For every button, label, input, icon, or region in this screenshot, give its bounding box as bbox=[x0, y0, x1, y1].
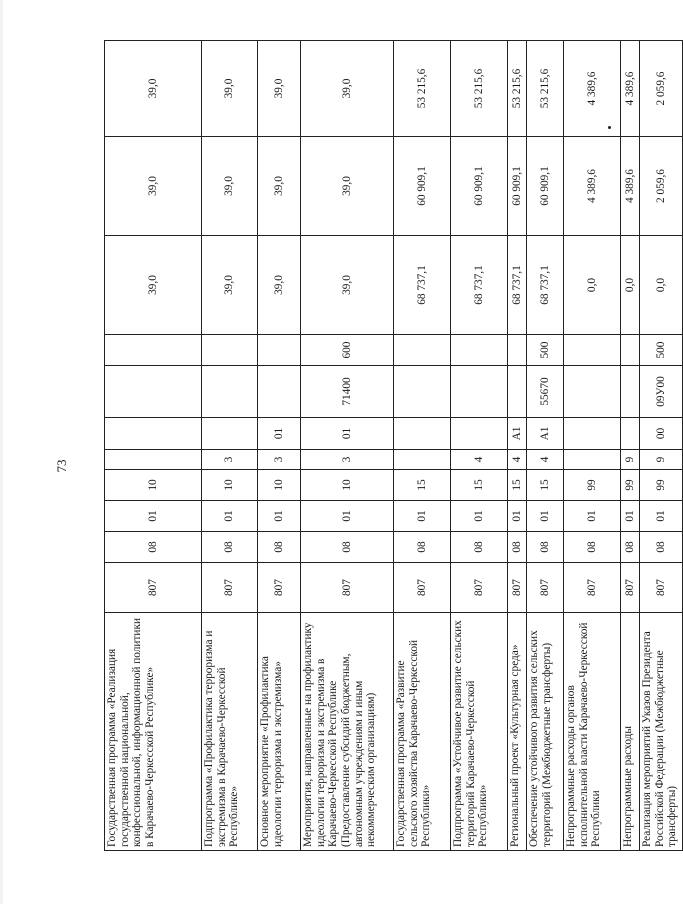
amount-year-1: 0,0 bbox=[621, 236, 640, 335]
direction-code bbox=[621, 366, 640, 418]
amount-year-1: 68 737,1 bbox=[527, 236, 564, 335]
expense-type-code: 500 bbox=[527, 335, 564, 366]
amount-year-1: 68 737,1 bbox=[394, 236, 451, 335]
expense-type-code: 600 bbox=[301, 335, 394, 366]
table-row bbox=[527, 41, 564, 851]
subsection-code: 01 bbox=[202, 501, 258, 532]
section-code: 08 bbox=[621, 532, 640, 563]
table-row bbox=[394, 41, 451, 851]
table-row bbox=[451, 41, 508, 851]
event-code bbox=[621, 418, 640, 450]
row-name: Непрограммные расходы bbox=[621, 613, 640, 851]
event-code: A1 bbox=[527, 418, 564, 450]
direction-code bbox=[258, 366, 301, 418]
table-body bbox=[105, 41, 683, 851]
subprogram-code bbox=[394, 450, 451, 470]
subprogram-code: 3 bbox=[202, 450, 258, 470]
program-code: 15 bbox=[508, 470, 527, 501]
expense-type-code bbox=[394, 335, 451, 366]
subprogram-code: 4 bbox=[451, 450, 508, 470]
expense-type-code: 500 bbox=[640, 335, 683, 366]
program-code: 99 bbox=[640, 470, 683, 501]
program-code: 15 bbox=[527, 470, 564, 501]
expense-type-code bbox=[105, 335, 202, 366]
amount-year-2: 60 909,1 bbox=[508, 137, 527, 236]
amount-year-2: 39,0 bbox=[202, 137, 258, 236]
row-name: Региональный проект «Культурная среда» bbox=[508, 613, 527, 851]
event-code bbox=[202, 418, 258, 450]
event-code: 01 bbox=[258, 418, 301, 450]
page-number: 73 bbox=[54, 459, 69, 473]
event-code: A1 bbox=[508, 418, 527, 450]
table-row bbox=[105, 41, 202, 851]
table-row bbox=[202, 41, 258, 851]
subprogram-code: 4 bbox=[508, 450, 527, 470]
amount-year-3: 53 215,6 bbox=[508, 41, 527, 137]
amount-year-1: 39,0 bbox=[202, 236, 258, 335]
direction-code bbox=[394, 366, 451, 418]
subsection-code: 01 bbox=[451, 501, 508, 532]
section-code: 08 bbox=[508, 532, 527, 563]
section-code: 08 bbox=[202, 532, 258, 563]
amount-year-3: 39,0 bbox=[258, 41, 301, 137]
ved-code: 807 bbox=[621, 563, 640, 613]
subsection-code: 01 bbox=[527, 501, 564, 532]
section-code: 08 bbox=[301, 532, 394, 563]
section-code: 08 bbox=[451, 532, 508, 563]
program-code: 10 bbox=[105, 470, 202, 501]
row-name: Подпрограмма «Устойчивое развитие сельских территорий Карачаево-Черкесской Республики» bbox=[451, 613, 508, 851]
ved-code: 807 bbox=[202, 563, 258, 613]
amount-year-2: 60 909,1 bbox=[394, 137, 451, 236]
amount-year-1: 68 737,1 bbox=[451, 236, 508, 335]
row-name: Обеспечение устойчивого развития сельских территорий (Межбюджетные трансферты) bbox=[527, 613, 564, 851]
subsection-code: 01 bbox=[508, 501, 527, 532]
amount-year-1: 39,0 bbox=[301, 236, 394, 335]
event-code bbox=[564, 418, 621, 450]
amount-year-1: 0,0 bbox=[640, 236, 683, 335]
row-name: Подпрограмма «Профилактика терроризма и экстремизма в Карачаево-Черкесской Республике» bbox=[202, 613, 258, 851]
expense-type-code bbox=[451, 335, 508, 366]
budget-table bbox=[104, 40, 683, 851]
direction-code: 71400 bbox=[301, 366, 394, 418]
event-code: 01 bbox=[301, 418, 394, 450]
expense-type-code bbox=[202, 335, 258, 366]
table-row bbox=[508, 41, 527, 851]
event-code bbox=[105, 418, 202, 450]
amount-year-3: 39,0 bbox=[202, 41, 258, 137]
row-name: Непрограммные расходы органов исполнительной власти Карачаево-Черкесской Республики bbox=[564, 613, 621, 851]
amount-year-2: 60 909,1 bbox=[451, 137, 508, 236]
program-code: 15 bbox=[451, 470, 508, 501]
section-code: 08 bbox=[258, 532, 301, 563]
ved-code: 807 bbox=[451, 563, 508, 613]
expense-type-code bbox=[621, 335, 640, 366]
section-code: 08 bbox=[564, 532, 621, 563]
ved-code: 807 bbox=[527, 563, 564, 613]
subprogram-code bbox=[105, 450, 202, 470]
program-code: 99 bbox=[621, 470, 640, 501]
amount-year-1: 39,0 bbox=[258, 236, 301, 335]
row-name: Мероприятия, направленные на профилактику идеологии терроризма и экстремизма в Карачаево-Черкесской Республике (Предоставление субсидий бюджетным, автономным учреждениям и иным некоммерческим организациям) bbox=[301, 613, 394, 851]
amount-year-3: 53 215,6 bbox=[451, 41, 508, 137]
table-row bbox=[621, 41, 640, 851]
subsection-code: 01 bbox=[394, 501, 451, 532]
subprogram-code: 9 bbox=[640, 450, 683, 470]
direction-code: 55670 bbox=[527, 366, 564, 418]
direction-code bbox=[508, 366, 527, 418]
table-row bbox=[564, 41, 621, 851]
expense-type-code bbox=[258, 335, 301, 366]
direction-code bbox=[451, 366, 508, 418]
scan-edge bbox=[0, 0, 3, 904]
subprogram-code: 9 bbox=[621, 450, 640, 470]
program-code: 10 bbox=[301, 470, 394, 501]
row-name: Основное мероприятие «Профилактика идеологии терроризма и экстремизма» bbox=[258, 613, 301, 851]
amount-year-1: 0,0 bbox=[564, 236, 621, 335]
row-name: Реализация мероприятий Указов Президента Российской Федерации (Межбюджетные трансферты) bbox=[640, 613, 683, 851]
section-code: 08 bbox=[640, 532, 683, 563]
direction-code bbox=[564, 366, 621, 418]
ved-code: 807 bbox=[640, 563, 683, 613]
amount-year-1: 68 737,1 bbox=[508, 236, 527, 335]
subsection-code: 01 bbox=[258, 501, 301, 532]
amount-year-3: 2 059,6 bbox=[640, 41, 683, 137]
amount-year-3: 4 389,6 bbox=[621, 41, 640, 137]
subsection-code: 01 bbox=[105, 501, 202, 532]
amount-year-2: 4 389,6 bbox=[564, 137, 621, 236]
direction-code bbox=[105, 366, 202, 418]
table-row bbox=[640, 41, 683, 851]
amount-year-3: 53 215,6 bbox=[394, 41, 451, 137]
section-code: 08 bbox=[105, 532, 202, 563]
direction-code: 09У00 bbox=[640, 366, 683, 418]
event-code bbox=[394, 418, 451, 450]
expense-type-code bbox=[564, 335, 621, 366]
event-code bbox=[451, 418, 508, 450]
amount-year-2: 39,0 bbox=[105, 137, 202, 236]
subprogram-code: 4 bbox=[527, 450, 564, 470]
subprogram-code: 3 bbox=[301, 450, 394, 470]
ved-code: 807 bbox=[301, 563, 394, 613]
subsection-code: 01 bbox=[640, 501, 683, 532]
section-code: 08 bbox=[394, 532, 451, 563]
subsection-code: 01 bbox=[564, 501, 621, 532]
section-code: 08 bbox=[527, 532, 564, 563]
table-row bbox=[301, 41, 394, 851]
ved-code: 807 bbox=[394, 563, 451, 613]
amount-year-2: 2 059,6 bbox=[640, 137, 683, 236]
ved-code: 807 bbox=[564, 563, 621, 613]
program-code: 99 bbox=[564, 470, 621, 501]
amount-year-3: 39,0 bbox=[301, 41, 394, 137]
ved-code: 807 bbox=[508, 563, 527, 613]
expense-type-code bbox=[508, 335, 527, 366]
event-code: 00 bbox=[640, 418, 683, 450]
program-code: 10 bbox=[258, 470, 301, 501]
amount-year-2: 39,0 bbox=[258, 137, 301, 236]
amount-year-3: 39,0 bbox=[105, 41, 202, 137]
amount-year-3: 53 215,6 bbox=[527, 41, 564, 137]
subsection-code: 01 bbox=[301, 501, 394, 532]
amount-year-2: 4 389,6 bbox=[621, 137, 640, 236]
table-row bbox=[258, 41, 301, 851]
amount-year-2: 60 909,1 bbox=[527, 137, 564, 236]
subsection-code: 01 bbox=[621, 501, 640, 532]
direction-code bbox=[202, 366, 258, 418]
budget-table-rotated bbox=[104, 41, 679, 851]
row-name: Государственная программа «Развитие сельского хозяйства Карачаево-Черкесской Республики» bbox=[394, 613, 451, 851]
amount-year-2: 39,0 bbox=[301, 137, 394, 236]
amount-year-1: 39,0 bbox=[105, 236, 202, 335]
ved-code: 807 bbox=[105, 563, 202, 613]
subprogram-code bbox=[564, 450, 621, 470]
program-code: 10 bbox=[202, 470, 258, 501]
row-name: Государственная программа «Реализация государственной национальной, конфессиональной, информационной политики в Карачаево-Черкесской Республике» bbox=[105, 613, 202, 851]
ved-code: 807 bbox=[258, 563, 301, 613]
amount-year-3: 4 389,6 bbox=[564, 41, 621, 137]
subprogram-code: 3 bbox=[258, 450, 301, 470]
program-code: 15 bbox=[394, 470, 451, 501]
